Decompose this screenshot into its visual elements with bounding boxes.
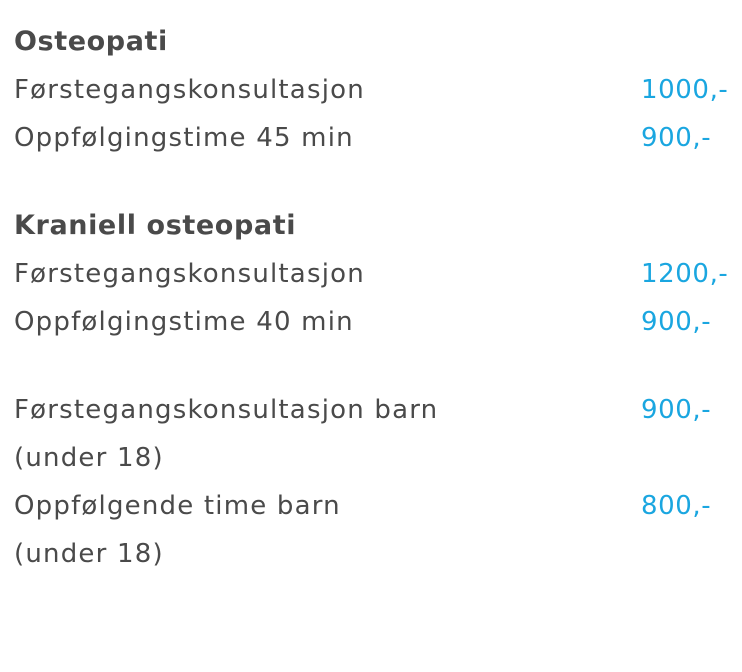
price-row [14, 114, 734, 162]
service-name-line: (under 18) [14, 539, 164, 569]
price-row [14, 482, 734, 578]
service-name [14, 482, 641, 578]
service-name: Førstegangskonsultasjon [14, 75, 365, 105]
service-price: 900,- [641, 307, 712, 337]
service-price: 900,- [641, 395, 712, 425]
service-price: 1000,- [641, 75, 729, 105]
service-price: 900,- [641, 123, 712, 153]
service-name: Oppfølgingstime 40 min [14, 307, 354, 337]
service-name [14, 386, 641, 482]
section-spacer [14, 162, 734, 202]
service-name: Oppfølgingstime 45 min [14, 123, 354, 153]
price-row [14, 250, 734, 298]
service-name-line: Førstegangskonsultasjon barn [14, 395, 439, 425]
section-title: Kraniell osteopati [14, 210, 297, 241]
service-name-line: Oppfølgende time barn [14, 491, 341, 521]
service-name: Førstegangskonsultasjon [14, 259, 365, 289]
service-price: 800,- [641, 491, 712, 521]
price-row [14, 66, 734, 114]
section-barn [14, 386, 734, 578]
service-name-line: (under 18) [14, 443, 164, 473]
section-title: Osteopati [14, 26, 168, 57]
price-row [14, 298, 734, 346]
price-list [14, 18, 734, 578]
section-spacer [14, 346, 734, 386]
section-kraniell-osteopati [14, 202, 734, 346]
price-row [14, 386, 734, 482]
service-price: 1200,- [641, 259, 729, 289]
section-osteopati [14, 18, 734, 162]
